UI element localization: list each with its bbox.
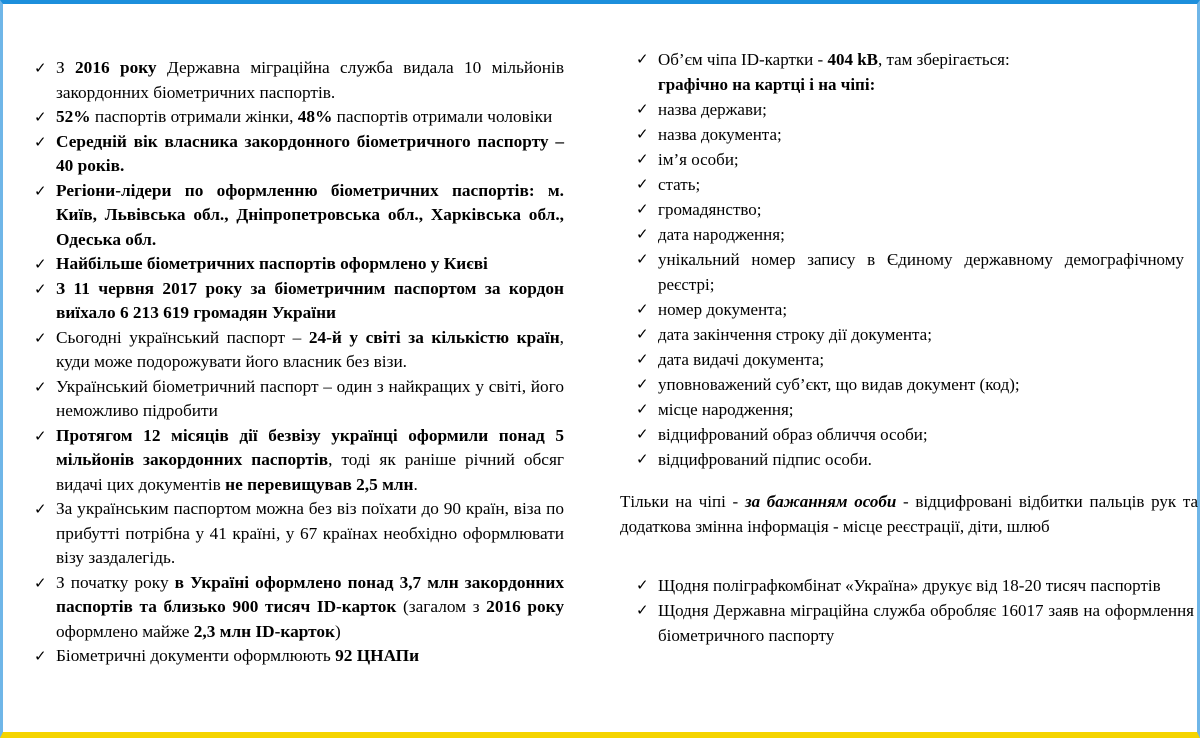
subheading: графічно на картці і на чіпі:	[658, 75, 876, 94]
text-run: , тоді як раніше річний обсяг видачі цих документів	[56, 450, 564, 494]
daily-fact-item	[636, 573, 1194, 598]
chip-field-item-text: номер документа;	[658, 300, 788, 319]
check-icon: ✓	[34, 59, 47, 77]
text-run: Протягом 12 місяців дії безвізу українці оформили понад 5 мільйонів закордонних паспортів	[56, 425, 564, 469]
chip-intro	[636, 47, 1184, 72]
check-icon: ✓	[636, 576, 649, 594]
fact-item	[34, 424, 564, 498]
fact-item	[34, 179, 564, 253]
check-icon: ✓	[636, 50, 649, 68]
chip-field-item	[636, 147, 1184, 172]
fact-item-text	[56, 377, 564, 421]
chip-field-item	[636, 447, 1184, 472]
chip-field-item-text: місце народження;	[658, 400, 794, 419]
chip-field-item	[636, 122, 1184, 147]
chip-field-item-text: ім’я особи;	[658, 150, 739, 169]
text-run: в Україні оформлено понад 3,7 млн закордонних паспортів та близько 900 тисяч ID-карток	[56, 572, 564, 616]
text-run: Регіони-лідери по оформленню біометричних паспортів: м. Київ, Львівська обл., Дніпропетровська обл., Харківська обл., Одеська обл.	[56, 180, 564, 249]
text-run: Державна міграційна служба видала 10 мільйонів закордонних біометричних паспортів.	[56, 58, 564, 102]
chip-field-item	[636, 322, 1184, 347]
check-icon: ✓	[636, 450, 649, 468]
text-run: 2016 року	[486, 597, 564, 616]
chip-field-item-text: відцифрований підпис особи.	[658, 450, 872, 469]
fact-item	[34, 326, 564, 375]
text-run: З 11 червня 2017 року за біометричним паспортом за кордон виїхало 6 213 619 громадян України	[56, 278, 564, 322]
fact-item-text	[56, 132, 564, 176]
check-icon: ✓	[636, 400, 649, 418]
text-run: )	[334, 621, 341, 641]
text-run: Середній вік власника закордонного біометричного паспорту – 40 років.	[56, 131, 564, 175]
chip-field-item	[636, 222, 1184, 247]
fact-item	[34, 56, 564, 105]
text-run: оформлено майже	[56, 621, 194, 641]
fact-item	[34, 375, 564, 424]
text-run: паспортів отримали чоловіки	[332, 107, 553, 126]
check-icon: ✓	[636, 325, 649, 343]
fact-item-text	[56, 58, 564, 102]
text-run: За українським паспортом можна без віз поїхати до 90 країн, віза по прибутті потрібна у 41 країні, у 67 країнах необхідно оформлювати візу заздалегідь.	[56, 499, 564, 567]
text-run: З	[56, 58, 76, 77]
chip-field-item-text: дата видачі документа;	[658, 350, 825, 369]
fact-item	[34, 252, 564, 277]
fact-item	[34, 130, 564, 179]
chip-field-item	[636, 422, 1184, 447]
text-run: 92 ЦНАПи	[335, 646, 420, 665]
daily-fact-item-text: Щодня поліграфкомбінат «Україна» друкує від 18-20 тисяч паспортів	[658, 576, 1161, 595]
chip-field-item-text: відцифрований образ обличчя особи;	[658, 425, 928, 444]
fact-item-text	[56, 646, 419, 665]
check-icon: ✓	[636, 601, 649, 619]
check-icon: ✓	[636, 150, 649, 168]
check-icon: ✓	[34, 255, 47, 273]
check-icon: ✓	[34, 377, 47, 396]
fact-item-text	[56, 426, 564, 494]
check-icon: ✓	[636, 425, 649, 443]
check-icon: ✓	[34, 426, 47, 445]
text-run: .	[413, 474, 418, 494]
left-column	[34, 56, 564, 669]
check-icon: ✓	[636, 225, 649, 243]
text-run: 2,3 млн ID-карток	[193, 621, 335, 641]
chip-field-item	[636, 347, 1184, 372]
fact-item-text	[56, 573, 564, 641]
text-run: Об’єм чіпа ID-картки -	[658, 50, 828, 69]
chip-field-item	[636, 247, 1184, 297]
text-run: Сьогодні український паспорт –	[56, 327, 309, 347]
fact-item-text	[56, 181, 564, 249]
daily-fact-item-text: Щодня Державна міграційна служба обробляє 16017 заяв на оформлення біометричного паспорту	[658, 601, 1194, 645]
text-run: 48%	[297, 107, 333, 126]
check-icon: ✓	[34, 108, 47, 126]
fact-item	[34, 105, 564, 130]
text-run: Біометричні документи оформлюють	[56, 646, 336, 665]
check-icon: ✓	[34, 279, 47, 298]
check-icon: ✓	[34, 573, 47, 592]
chip-field-item-text: унікальний номер запису в Єдиному державному демографічному реєстрі;	[658, 250, 1184, 294]
text-run: за бажанням особи	[744, 492, 897, 511]
text-run: , там зберігається:	[877, 50, 1010, 69]
check-icon: ✓	[636, 200, 649, 218]
text-run: З початку року	[56, 572, 175, 592]
check-icon: ✓	[34, 132, 47, 151]
fact-item	[34, 644, 564, 669]
check-icon: ✓	[636, 250, 649, 268]
chip-field-item-text: назва документа;	[658, 125, 782, 144]
chip-field-item-text: дата народження;	[658, 225, 785, 244]
text-run: Український біометричний паспорт – один з найкращих у світі, його неможливо підробити	[56, 376, 564, 420]
chip-field-item-text: назва держави;	[658, 100, 767, 119]
chip-field-item	[636, 372, 1184, 397]
chip-field-item	[636, 197, 1184, 222]
fact-item-text	[56, 107, 552, 126]
text-run: 404 kB	[827, 50, 878, 69]
check-icon: ✓	[636, 125, 649, 143]
bottom-facts	[636, 573, 1194, 648]
chip-field-list	[636, 97, 1184, 472]
text-run: Тільки на чіпі -	[620, 492, 745, 511]
daily-fact-item	[636, 598, 1194, 648]
fact-item	[34, 497, 564, 571]
text-run: , куди може подорожувати його власник без візи.	[56, 327, 564, 371]
check-icon: ✓	[34, 328, 47, 347]
text-run: (загалом з	[396, 597, 487, 616]
text-run: 52%	[56, 107, 91, 126]
chip-field-item	[636, 97, 1184, 122]
check-icon: ✓	[34, 181, 47, 200]
fact-item	[34, 277, 564, 326]
fact-item-text	[56, 328, 564, 372]
check-icon: ✓	[636, 375, 649, 393]
chip-field-item	[636, 397, 1184, 422]
chip-field-item-text: громадянство;	[658, 200, 762, 219]
fact-item-text	[56, 279, 564, 323]
fact-item	[34, 571, 564, 645]
fact-item-text	[56, 499, 564, 567]
check-icon: ✓	[34, 500, 47, 518]
chip-only-paragraph	[620, 489, 1198, 539]
check-icon: ✓	[636, 300, 649, 318]
check-icon: ✓	[636, 175, 649, 193]
chip-field-item-text: дата закінчення строку дії документа;	[658, 325, 932, 344]
chip-field-item	[636, 297, 1184, 322]
text-run: 24-й у світі за кількістю країн	[308, 327, 560, 347]
fact-item-text	[56, 254, 488, 273]
chip-field-item-text: стать;	[658, 175, 701, 194]
text-run: паспортів отримали жінки,	[90, 107, 298, 126]
text-run: Найбільше біометричних паспортів оформлено у Києві	[56, 254, 488, 273]
text-run: 2016 року	[75, 58, 157, 77]
chip-intro-text	[658, 50, 1010, 69]
right-column	[636, 47, 1184, 472]
chip-field-item	[636, 172, 1184, 197]
text-run: - відцифровані відбитки пальців рук та додаткова змінна інформація - місце реєстрації, діти, шлюб	[620, 492, 1198, 536]
check-icon: ✓	[636, 100, 649, 118]
text-run: не перевищував 2,5 млн	[225, 474, 414, 494]
chip-field-item-text: уповноважений суб’єкт, що видав документ (код);	[658, 375, 1020, 394]
check-icon: ✓	[34, 647, 47, 665]
check-icon: ✓	[636, 350, 649, 368]
